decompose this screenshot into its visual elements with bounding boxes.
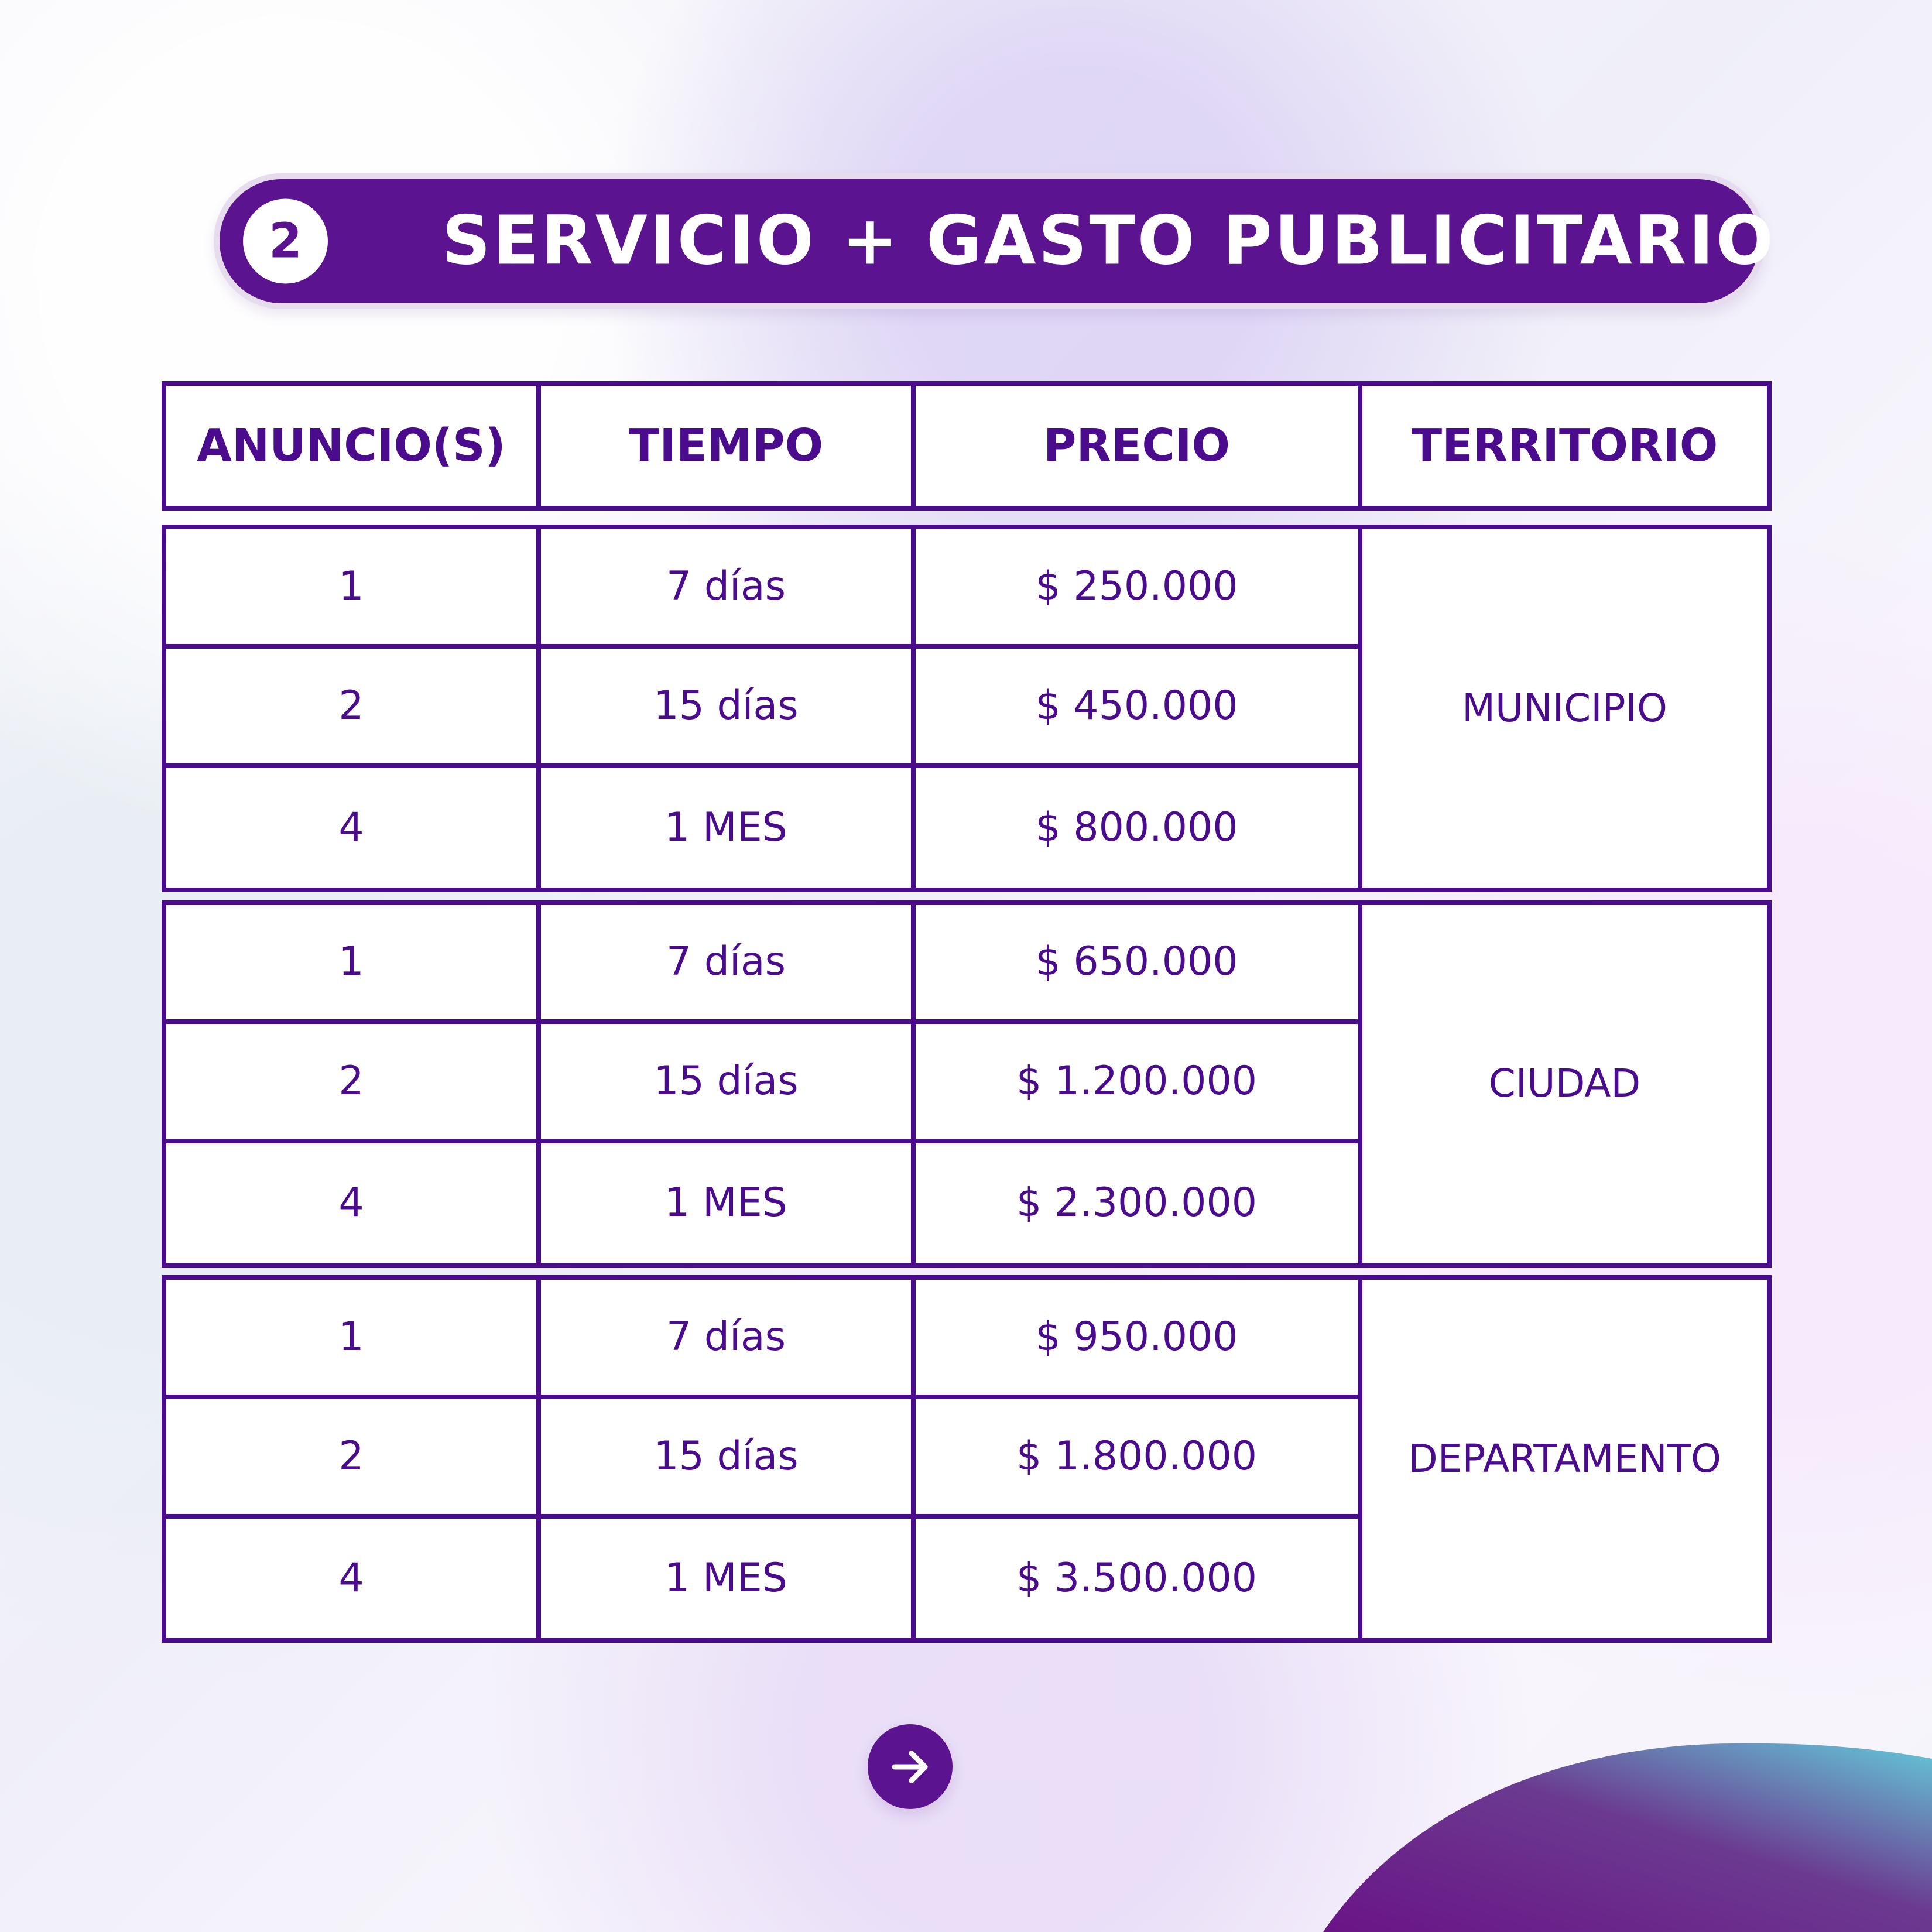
- territory-cell: CIUDAD: [1362, 905, 1767, 1263]
- page-title: SERVICIO + GASTO PUBLICITARIO: [442, 201, 1776, 280]
- price-cell: $ 2.300.000: [916, 1143, 1362, 1263]
- column-header-ads: ANUNCIO(S): [166, 386, 541, 506]
- price-cell: $ 1.200.000: [916, 1024, 1362, 1143]
- ads-count-cell: 2: [166, 1399, 541, 1519]
- time-cell: 15 días: [541, 1399, 916, 1519]
- time-cell: 1 MES: [541, 768, 916, 888]
- decorative-corner-wave: [1323, 1739, 1932, 1932]
- time-cell: 7 días: [541, 1280, 916, 1399]
- price-cell: $ 3.500.000: [916, 1519, 1362, 1638]
- column-header-price: PRECIO: [916, 386, 1362, 506]
- time-cell: 7 días: [541, 905, 916, 1024]
- price-cell: $ 800.000: [916, 768, 1362, 888]
- time-cell: 15 días: [541, 1024, 916, 1143]
- price-cell: $ 450.000: [916, 649, 1362, 768]
- table-header-row: [162, 381, 1772, 511]
- territory-group-municipio: [162, 525, 1772, 892]
- price-cell: $ 250.000: [916, 529, 1362, 649]
- next-button[interactable]: [868, 1724, 953, 1809]
- time-cell: 1 MES: [541, 1143, 916, 1263]
- ads-count-cell: 2: [166, 649, 541, 768]
- ads-count-cell: 4: [166, 768, 541, 888]
- time-cell: 15 días: [541, 649, 916, 768]
- arrow-right-icon: [884, 1741, 937, 1793]
- step-number-badge: 2: [243, 199, 328, 284]
- territory-group-departamento: [162, 1275, 1772, 1643]
- column-header-territory: TERRITORIO: [1362, 386, 1767, 506]
- ads-count-cell: 1: [166, 1280, 541, 1399]
- ads-count-cell: 4: [166, 1143, 541, 1263]
- price-cell: $ 1.800.000: [916, 1399, 1362, 1519]
- ads-count-cell: 1: [166, 529, 541, 649]
- ads-count-cell: 2: [166, 1024, 541, 1143]
- time-cell: 7 días: [541, 529, 916, 649]
- price-cell: $ 650.000: [916, 905, 1362, 1024]
- ads-count-cell: 4: [166, 1519, 541, 1638]
- time-cell: 1 MES: [541, 1519, 916, 1638]
- territory-cell: MUNICIPIO: [1362, 529, 1767, 888]
- column-header-time: TIEMPO: [541, 386, 916, 506]
- ads-count-cell: 1: [166, 905, 541, 1024]
- price-cell: $ 950.000: [916, 1280, 1362, 1399]
- territory-cell: DEPARTAMENTO: [1362, 1280, 1767, 1638]
- territory-group-ciudad: [162, 900, 1772, 1268]
